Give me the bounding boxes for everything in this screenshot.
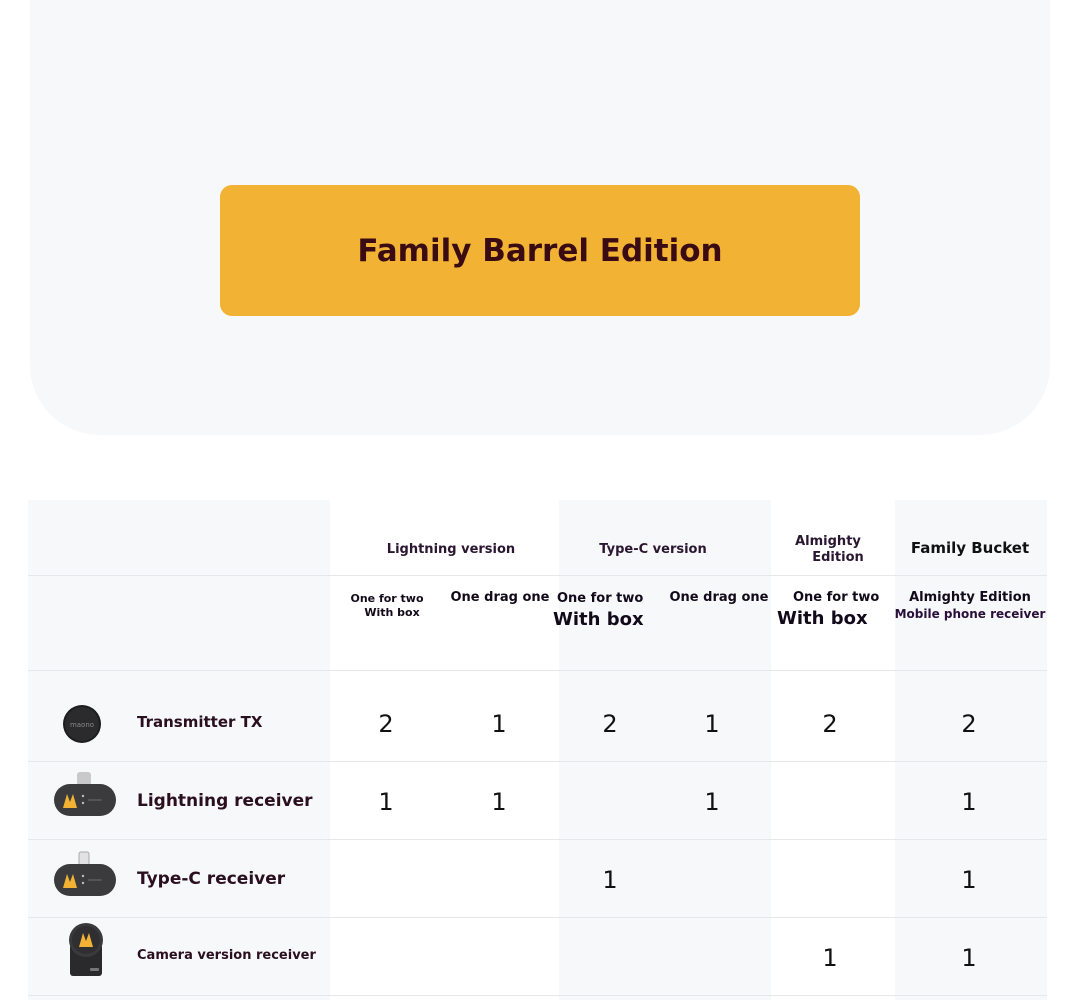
cell-value: 2 [378,710,394,738]
sub-line: With box [364,606,420,620]
sub-line: Almighty Edition [909,590,1031,605]
cell-value: 1 [602,866,618,894]
divider [28,670,1047,671]
cell-value: 1 [491,710,507,738]
cell-value: 1 [704,788,720,816]
divider [28,917,1047,918]
header-typec-version: Type-C version [599,542,707,557]
camera-receiver-icon [66,922,106,982]
header-almighty-line1: Almighty [795,534,861,549]
cell-value: 2 [822,710,838,738]
row-label-typec-receiver: Type-C receiver [137,869,286,889]
sub-almighty-one-for-two [775,590,885,630]
header-lightning-version: Lightning version [386,542,516,557]
transmitter-icon [61,703,103,749]
sub-line: With box [777,607,868,629]
sub-lightning-one-drag-one: One drag one [450,590,550,605]
comparison-table [0,500,1080,1000]
header-family-bucket: Family Bucket [910,539,1030,557]
sub-line: One for two [557,591,644,606]
divider [28,761,1047,762]
sub-lightning-one-for-two [346,592,428,621]
sub-line: Mobile phone receiver [894,606,1046,621]
banner-title: Family Barrel Edition [357,232,723,269]
divider [28,995,1047,996]
row-label-camera-receiver: Camera version receiver [137,948,316,963]
divider [28,575,1047,576]
cell-value: 1 [822,944,838,972]
cell-value: 1 [491,788,507,816]
cell-value: 1 [961,788,977,816]
cell-value: 1 [961,866,977,894]
sub-line: One for two [793,590,880,605]
cell-value: 1 [378,788,394,816]
row-label-lightning-receiver: Lightning receiver [137,791,313,811]
svg-text:maono: maono [69,721,95,729]
header-almighty-line2: Edition [812,550,864,566]
typec-receiver-icon [53,850,117,902]
cell-value: 2 [961,710,977,738]
header-almighty-edition [780,534,876,567]
sub-typec-one-for-two [550,591,650,631]
cell-value: 2 [602,710,618,738]
cell-value: 1 [704,710,720,738]
divider [28,839,1047,840]
cell-value: 1 [961,944,977,972]
lightning-receiver-icon [53,772,117,822]
sub-line: With box [553,608,644,630]
sub-line: One for two [350,592,424,605]
edition-banner [220,185,860,316]
sub-family-almighty [893,590,1047,622]
sub-typec-one-drag-one: One drag one [669,590,769,605]
row-label-transmitter: Transmitter TX [137,713,263,731]
